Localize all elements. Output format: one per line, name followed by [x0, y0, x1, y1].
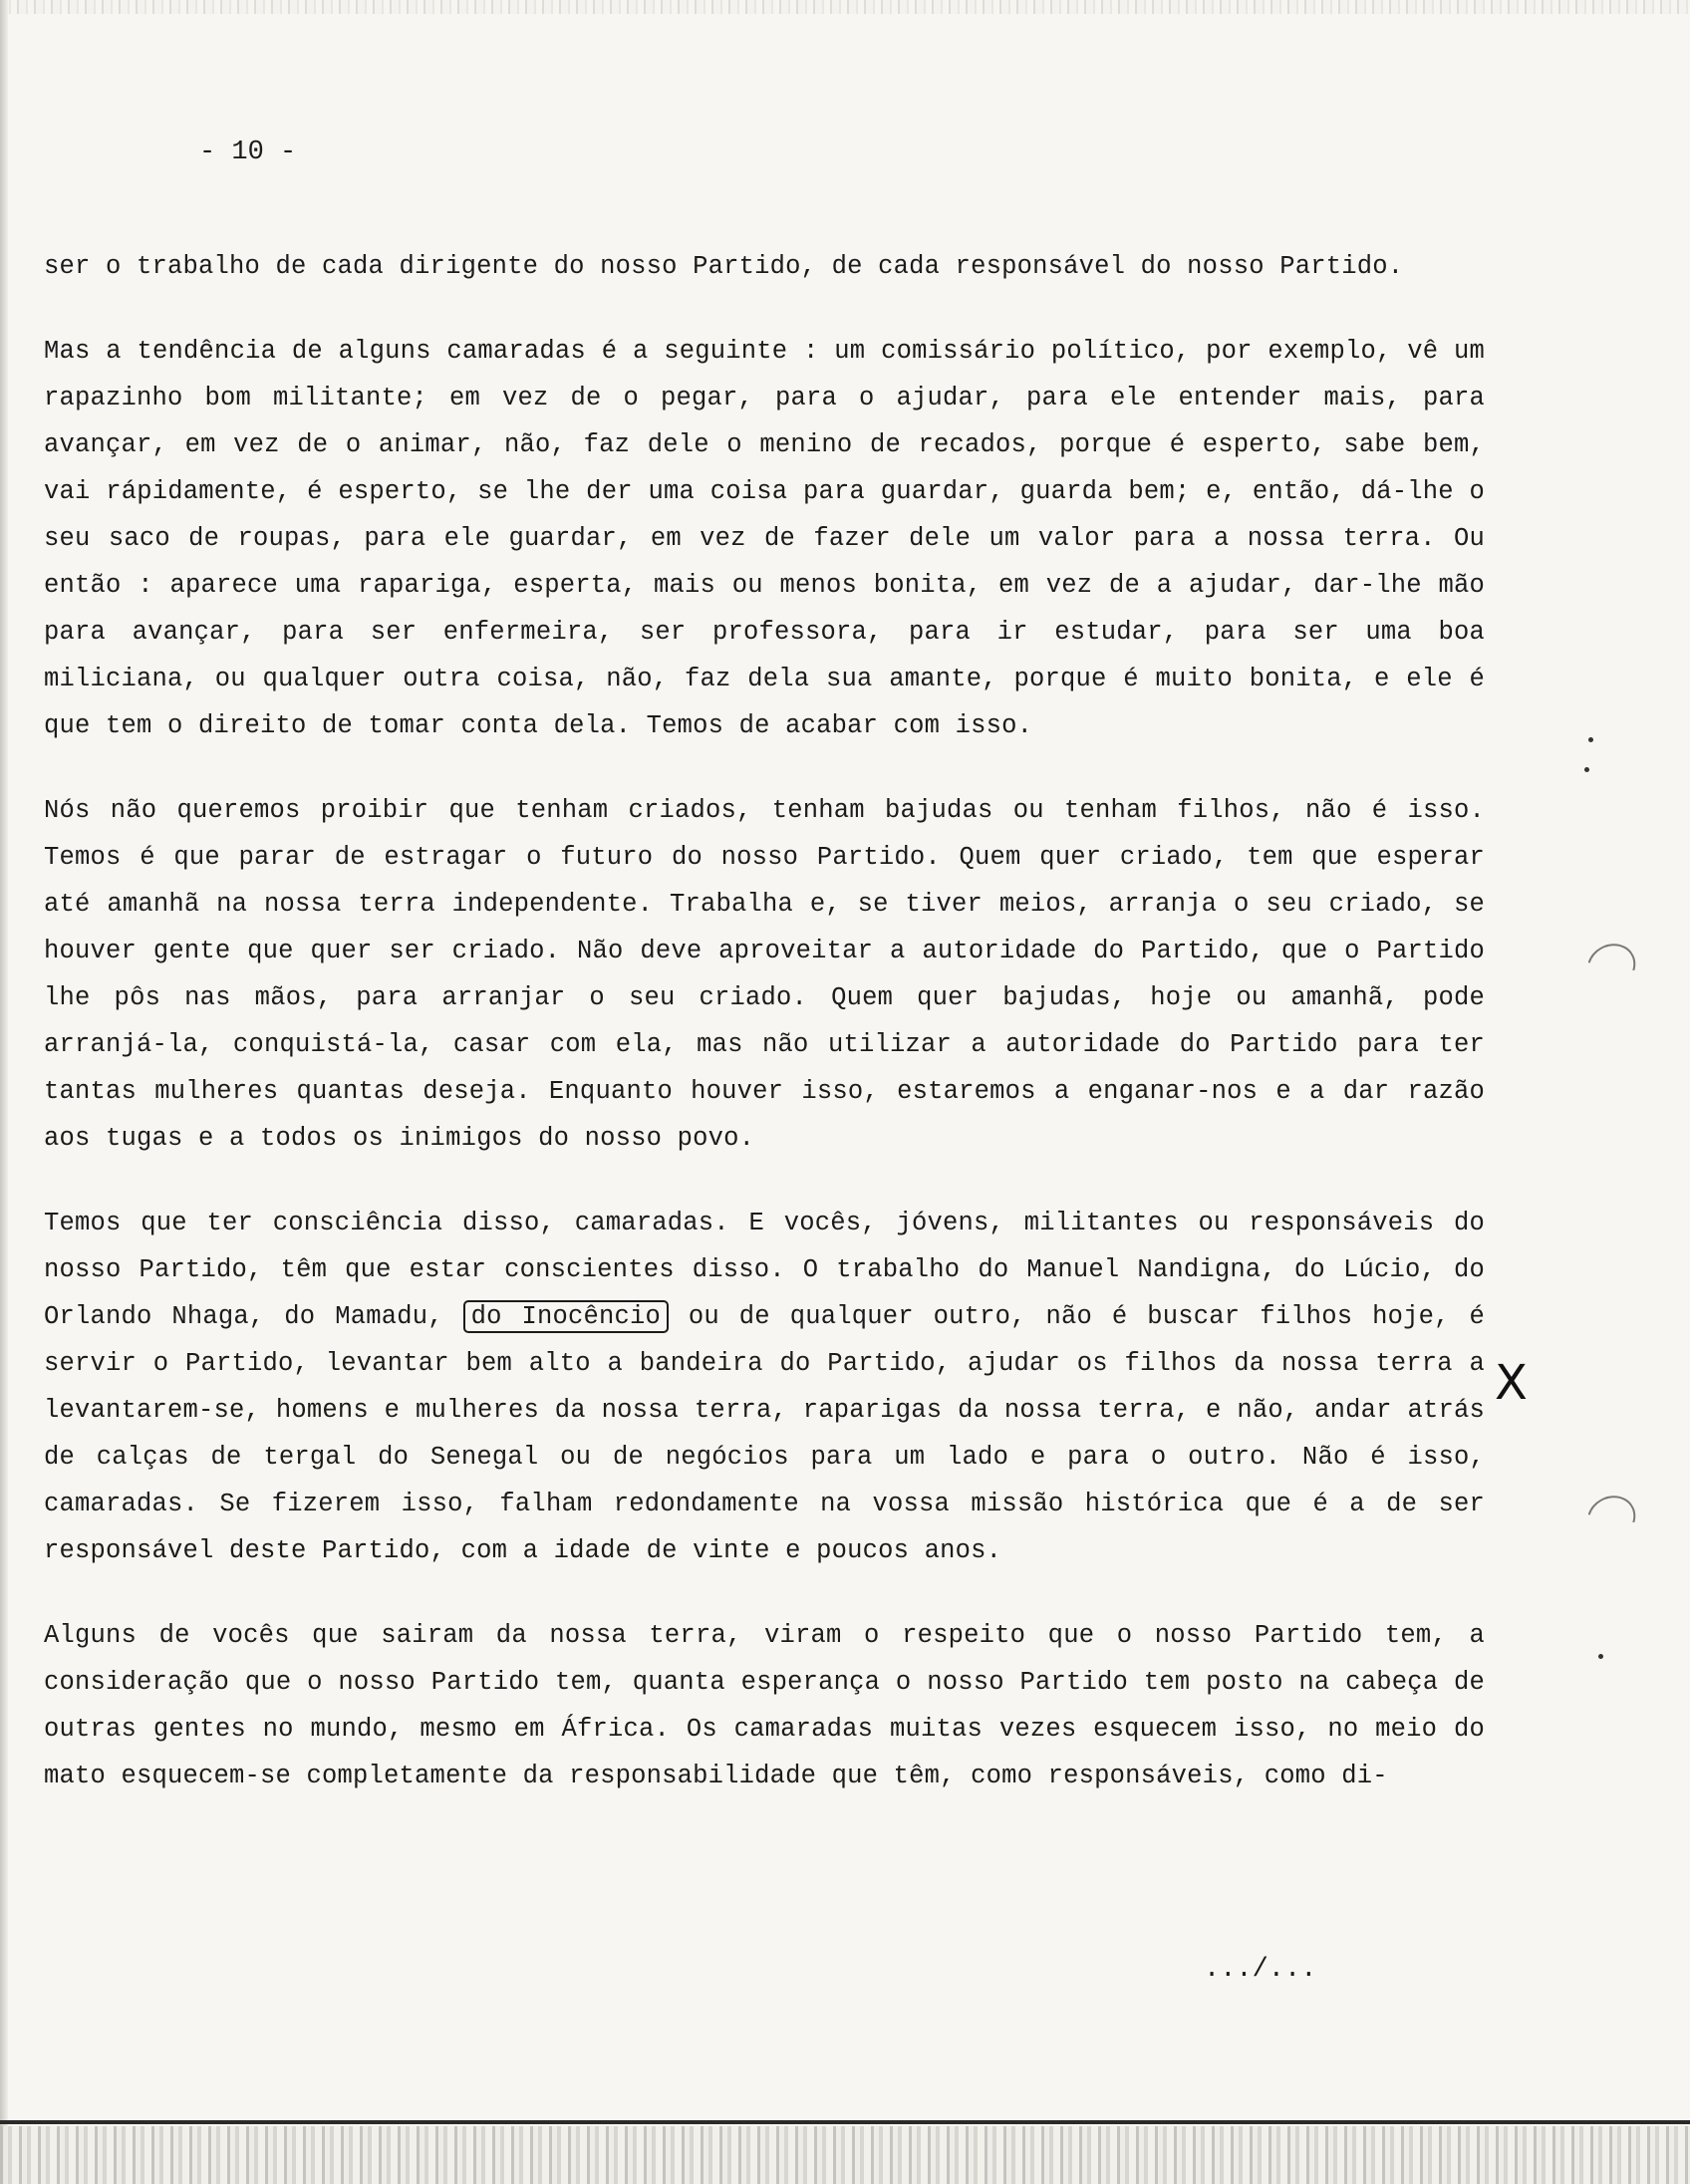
scan-bottom-edge	[0, 2126, 1690, 2184]
continuation-marker: .../...	[1204, 1955, 1317, 1985]
margin-speck	[1584, 767, 1589, 772]
margin-x-mark: X	[1495, 1355, 1528, 1411]
page-number: - 10 -	[199, 137, 297, 167]
paragraph-4-start: Temos que ter consciência disso, camaradas. E vocês, jóvens, militantes ou responsáveis do nosso Partido, têm que estar conscientes disso. O trabalho do Manuel Nandigna, do Lúcio, do Orlando Nhaga, do Mamadu,	[44, 1209, 1485, 1331]
paragraph-2: Mas a tendência de alguns camaradas é a seguinte : um comissário político, por exemplo, vê um rapazinho bom militante; em vez de o pegar, para o ajudar, para ele entender mais, para avançar, em vez de o animar, não, faz dele o menino de recados, porque é esperto, sabe bem, vai rápidamente, é esperto, se lhe der uma coisa para guardar, guarda bem; e, então, dá-lhe o seu saco de roupas, para ele guardar, em vez de fazer dele um valor para a nossa terra. Ou então : aparece uma rapariga, esperta, mais ou menos bonita, em vez de a ajudar, dar-lhe mão para avançar, para ser enfermeira, ser professora, para ir estudar, para ser uma boa miliciana, ou qualquer outra coisa, não, faz dela sua amante, porque é muito bonita, e ele é que tem o direito de tomar conta dela. Temos de acabar com isso.	[44, 337, 1485, 740]
punch-hole-bottom	[1578, 1487, 1643, 1549]
boxed-annotation: do Inocêncio	[463, 1300, 669, 1333]
paragraph-5: Alguns de vocês que sairam da nossa terra, viram o respeito que o nosso Partido tem, a consideração que o nosso Partido tem, quanta esperança o nosso Partido tem posto na cabeça de outras gentes no mundo, mesmo em África. Os camaradas muitas vezes esquecem isso, no meio do mato esquecem-se completamente da responsabilidade que têm, como responsáveis, como di-	[44, 1621, 1485, 1790]
scan-left-edge	[0, 0, 8, 2184]
paragraph-3: Nós não queremos proibir que tenham criados, tenham bajudas ou tenham filhos, não é isso. Temos é que parar de estragar o futuro do nosso Partido. Quem quer criado, tem que esperar até amanhã na nossa terra independente. Trabalha e, se tiver meios, arranja o seu criado, se houver gente que quer ser criado. Não deve aproveitar a autoridade do Partido, que o Partido lhe pôs nas mãos, para arranjar o seu criado. Quem quer bajudas, hoje ou amanhã, pode arranjá-la, conquistá-la, casar com ela, mas não utilizar a autoridade do Partido para ter tantas mulheres quantas deseja. Enquanto houver isso, estaremos a enganar-nos e a dar razão aos tugas e a todos os inimigos do nosso povo.	[44, 796, 1485, 1153]
scan-top-edge	[0, 0, 1690, 14]
paragraph-1: ser o trabalho de cada dirigente do nosso Partido, de cada responsável do nosso Partido.	[44, 252, 1404, 281]
margin-speck	[1588, 737, 1593, 742]
margin-speck	[1598, 1654, 1603, 1659]
scan-bottom-line	[0, 2120, 1690, 2124]
punch-hole-top	[1578, 935, 1643, 997]
paragraph-4	[44, 1200, 1485, 1574]
paragraph-4-end: ou de qualquer outro, não é buscar filhos hoje, é servir o Partido, levantar bem alto a bandeira do Partido, ajudar os filhos da nossa terra a levantarem-se, homens e mulheres da nossa terra, raparigas da nossa terra, e não, andar atrás de calças de tergal do Senegal ou de negócios para um lado e para o outro. Não é isso, camaradas. Se fizerem isso, falham redondamente na vossa missão histórica que é a de ser responsável deste Partido, com a idade de vinte e poucos anos.	[44, 1302, 1485, 1565]
document-body	[44, 243, 1485, 1837]
